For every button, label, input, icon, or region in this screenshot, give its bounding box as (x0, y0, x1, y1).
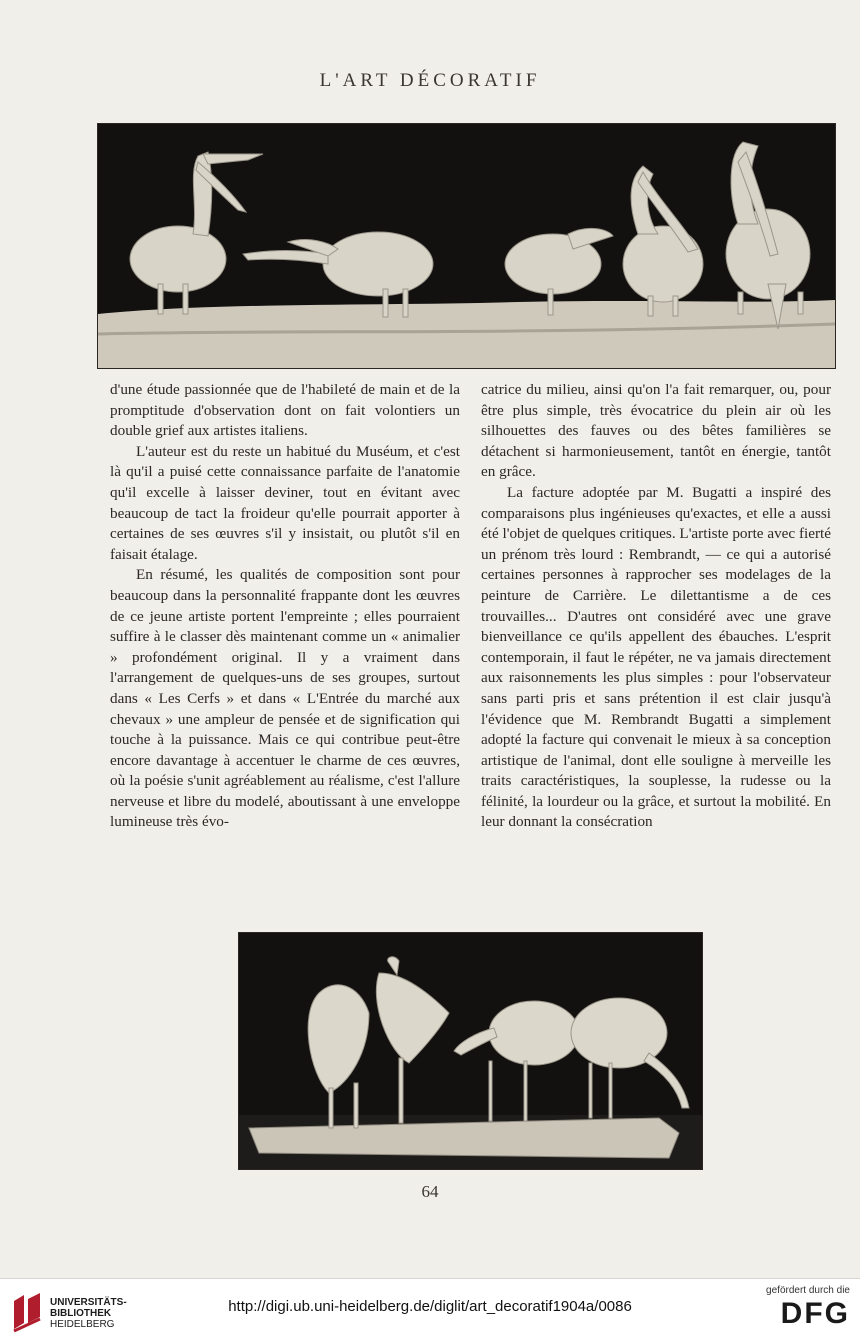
library-line: UNIVERSITÄTS- (50, 1297, 127, 1308)
footer-bar (0, 1278, 860, 1342)
university-library-logo[interactable] (10, 1291, 127, 1333)
library-name (50, 1297, 127, 1330)
heron-sculpture-photo (238, 932, 703, 1170)
library-line: BIBLIOTHEK (50, 1308, 112, 1319)
running-head: L'ART DÉCORATIF (319, 70, 541, 91)
left-text-column (110, 380, 460, 833)
paragraph: La facture adoptée par M. Bugatti a inspiré des comparaisons plus ingénieuses qu'exactes, et elle a aussi été l'objet de quelques critiques. L'artiste porte avec fierté un prénom très lourd : Rembrandt, — ce qui a autorisé certaines personnes à rapprocher ses modelages de la peinture de Carrière. Le dilettantisme a de ces trouvailles... D'autres ont considéré avec une grave bienveillance ce qu'ils appellent des ébauches. L'esprit contemporain, il faut le répéter, ne va jamais directement aux raisonnements les plus simples : pour l'observateur sans parti pris et sans prétention il est clair jusqu'à l'évidence que M. Rembrandt Bugatti a simplement adopté la facture qui convenait le mieux à sa conception artistique de l'animal, dont elle souligne à merveille les traits caractéristiques, la souplesse, la rudesse ou la félinité, la lourdeur ou la grâce, et surtout la mobilité. En leur donnant la consécration (481, 483, 831, 831)
dfg-wordmark: DFG (780, 1297, 850, 1330)
library-logo-icon (10, 1291, 44, 1333)
pelican-sculpture-photo (97, 123, 836, 369)
sponsor-logo[interactable] (740, 1285, 850, 1337)
right-text-column (481, 380, 831, 833)
paragraph: En résumé, les qualités de composition sont pour beaucoup dans la personnalité frappante dont les œuvres de ce jeune artiste portent l'empreinte ; elles pourraient suffire à le classer dès maintenant comme un « animalier » profondément original. Il y a vraiment dans l'arrangement de quelques-uns de ses groupes, surtout dans « Les Cerfs » et dans « L'Entrée du marché aux chevaux » une ampleur de pensée et de signification qui touche à la puissance. Mais ce qui contribue peut-être encore davantage à accentuer le charme de ces œuvres, où la poésie s'unit agréablement au réalisme, c'est l'allure nerveuse et libre du modelé, aboutissant à une enveloppe lumineuse très évo- (110, 566, 460, 831)
paragraph: catrice du milieu, ainsi qu'on l'a fait remarquer, ou, pour être plus simple, très évocatrice du plein air où les silhouettes des fauves ou des bêtes familières se détachent si harmonieusement, tantôt en énergie, tantôt en grâce. (481, 381, 831, 481)
source-url-link[interactable]: http://digi.ub.uni-heidelberg.de/diglit/art_decoratif1904a/0086 (228, 1298, 632, 1315)
sponsor-caption: gefördert durch die (766, 1285, 850, 1296)
library-line: HEIDELBERG (50, 1319, 115, 1330)
page-number: 64 (421, 1182, 439, 1201)
paragraph: L'auteur est du reste un habitué du Muséum, et c'est là qu'il a puisé cette connaissance parfaite de l'anatomie qu'il excelle à laisser deviner, tout en évitant avec beaucoup de tact la froideur qu'elle pourrait apporter à certaines de ses œuvres s'il y insistait, ou plutôt s'il en faisait étalage. (110, 442, 460, 563)
paragraph: d'une étude passionnée que de l'habileté de main et de la promptitude d'observation dont on fait volontiers un double grief aux artistes italiens. (110, 381, 460, 440)
